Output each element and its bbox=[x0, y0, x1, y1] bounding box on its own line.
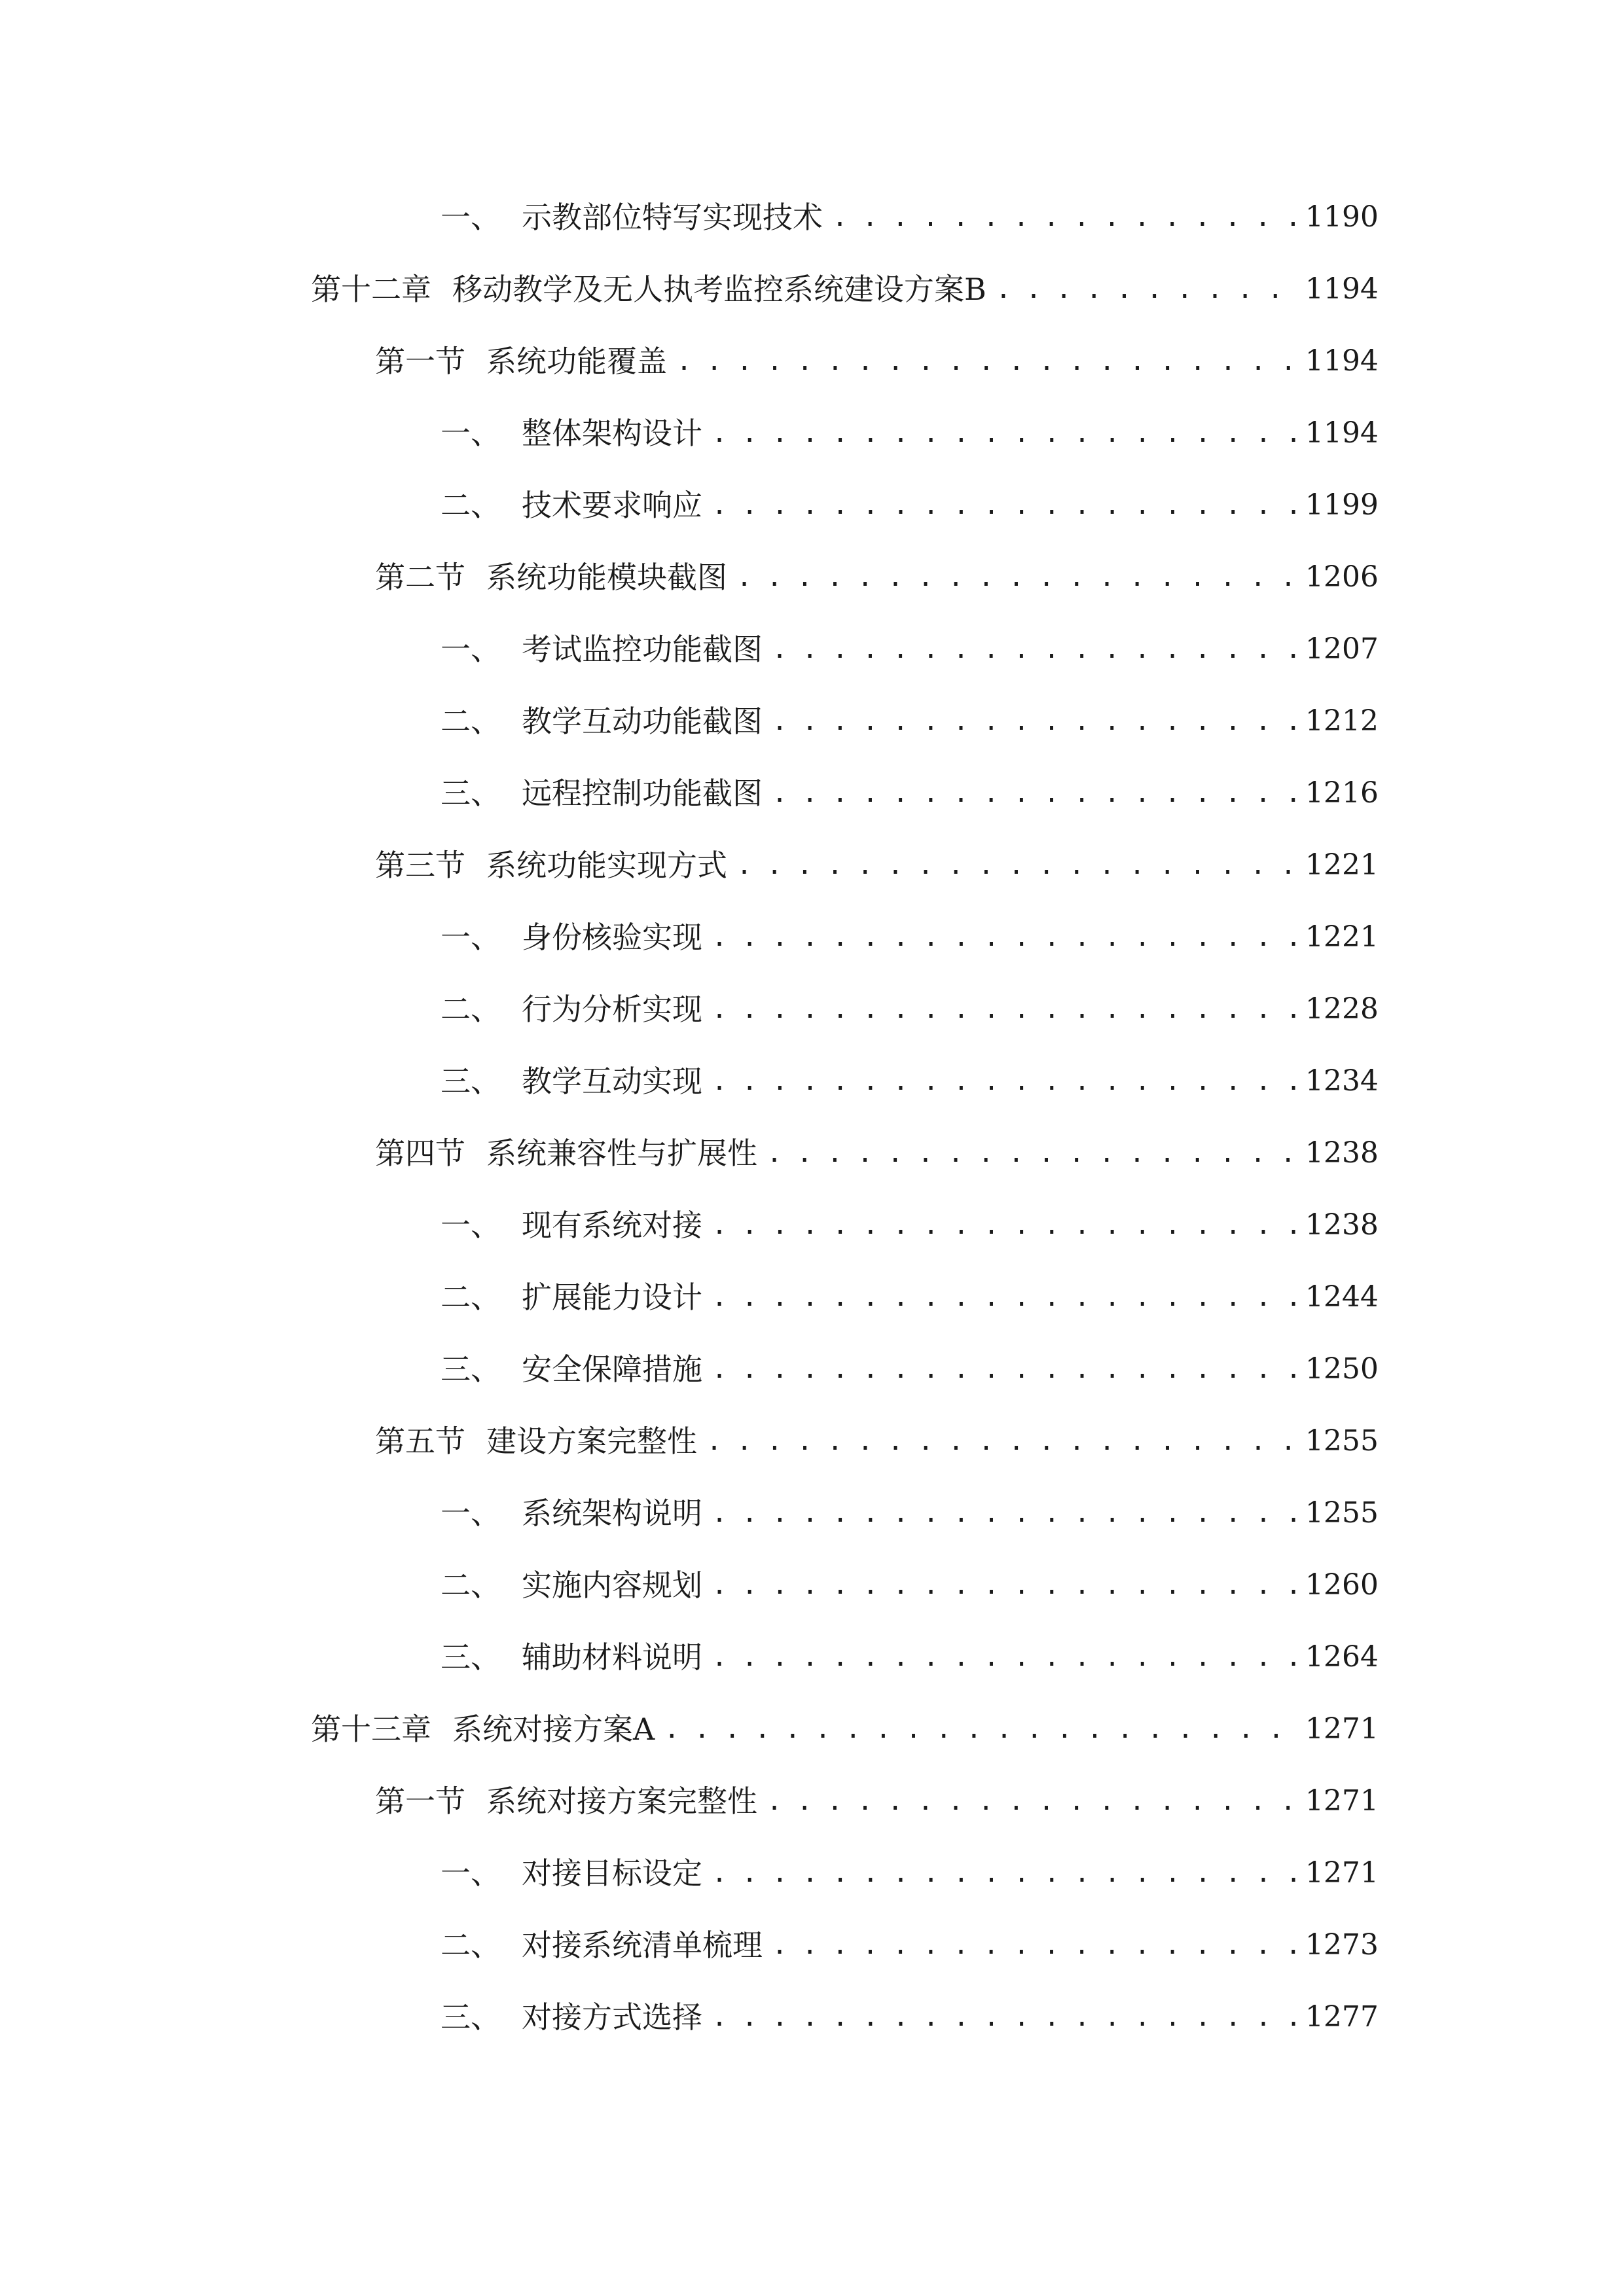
toc-dot-leader bbox=[772, 623, 1296, 675]
toc-entry-title: 移动教学及无人执考监控系统建设方案B bbox=[452, 272, 986, 307]
toc-dot-leader bbox=[664, 1703, 1296, 1755]
toc-entry-title: 身份核验实现 bbox=[522, 920, 702, 955]
toc-entry-page-number: 1190 bbox=[1305, 200, 1379, 234]
toc-entry-title: 整体架构设计 bbox=[522, 416, 702, 451]
toc-entry[interactable] bbox=[441, 623, 1379, 675]
toc-dot-leader bbox=[676, 335, 1296, 387]
toc-entry[interactable] bbox=[441, 479, 1379, 531]
toc-entry-page-number: 1228 bbox=[1305, 992, 1379, 1026]
toc-entry-page-number: 1264 bbox=[1305, 1640, 1379, 1674]
toc-dot-leader bbox=[712, 1487, 1296, 1539]
toc-entry-title: 安全保障措施 bbox=[522, 1352, 702, 1387]
toc-entry-marker: 三、 bbox=[441, 1064, 501, 1099]
toc-entry-marker: 二、 bbox=[441, 992, 501, 1027]
toc-entry[interactable] bbox=[311, 263, 1379, 315]
toc-entry[interactable] bbox=[441, 1631, 1379, 1683]
toc-entry-page-number: 1221 bbox=[1305, 848, 1379, 882]
toc-entry-marker: 三、 bbox=[441, 776, 501, 811]
toc-entry[interactable] bbox=[311, 1703, 1379, 1755]
toc-entry-marker: 一、 bbox=[441, 1208, 501, 1243]
toc-entry-marker: 二、 bbox=[441, 1280, 501, 1315]
toc-entry-title: 系统对接方案完整性 bbox=[486, 1784, 757, 1819]
toc-entry-title: 考试监控功能截图 bbox=[522, 632, 763, 667]
toc-entry[interactable] bbox=[375, 1127, 1379, 1179]
toc-entry-page-number: 1212 bbox=[1305, 704, 1379, 738]
toc-dot-leader bbox=[712, 1559, 1296, 1611]
toc-entry-marker: 二、 bbox=[441, 488, 501, 523]
toc-entry-title: 系统功能覆盖 bbox=[486, 344, 667, 379]
toc-entry[interactable] bbox=[441, 1991, 1379, 2043]
toc-entry-page-number: 1207 bbox=[1305, 632, 1379, 666]
toc-entry-marker: 第十二章 bbox=[311, 272, 431, 307]
toc-dot-leader bbox=[712, 1847, 1296, 1899]
toc-entry-marker: 第三节 bbox=[375, 848, 465, 883]
toc-entry-page-number: 1273 bbox=[1305, 1928, 1379, 1962]
toc-dot-leader bbox=[712, 1343, 1296, 1395]
toc-entry-marker: 一、 bbox=[441, 416, 501, 451]
toc-entry[interactable] bbox=[441, 407, 1379, 459]
toc-dot-leader bbox=[712, 1199, 1296, 1251]
toc-entry-marker: 第一节 bbox=[375, 344, 465, 379]
toc-dot-leader bbox=[736, 839, 1296, 891]
toc-entry-marker: 第四节 bbox=[375, 1136, 465, 1171]
toc-entry-page-number: 1271 bbox=[1305, 1856, 1379, 1890]
toc-dot-leader bbox=[712, 1055, 1296, 1107]
toc-entry[interactable] bbox=[441, 1487, 1379, 1539]
toc-entry[interactable] bbox=[441, 1919, 1379, 1971]
toc-entry-marker: 二、 bbox=[441, 1928, 501, 1963]
toc-entry-marker: 三、 bbox=[441, 1640, 501, 1675]
toc-entry-page-number: 1277 bbox=[1305, 2000, 1379, 2034]
toc-entry-title: 教学互动实现 bbox=[522, 1064, 702, 1099]
toc-entry-page-number: 1244 bbox=[1305, 1280, 1379, 1314]
toc-entry[interactable] bbox=[441, 1271, 1379, 1323]
toc-entry-marker: 二、 bbox=[441, 1568, 501, 1603]
toc-entry-marker: 第五节 bbox=[375, 1424, 465, 1459]
toc-entry-page-number: 1250 bbox=[1305, 1352, 1379, 1386]
toc-entry-title: 行为分析实现 bbox=[522, 992, 702, 1027]
toc-dot-leader bbox=[706, 1415, 1296, 1467]
toc-dot-leader bbox=[736, 551, 1296, 603]
toc-entry-title: 对接方式选择 bbox=[522, 2000, 702, 2035]
toc-entry[interactable] bbox=[441, 1847, 1379, 1899]
toc-entry-title: 对接目标设定 bbox=[522, 1856, 702, 1891]
toc-entry-title: 示教部位特写实现技术 bbox=[522, 200, 823, 235]
toc-entry[interactable] bbox=[375, 335, 1379, 387]
toc-entry-page-number: 1238 bbox=[1305, 1208, 1379, 1242]
toc-dot-leader bbox=[712, 407, 1296, 459]
toc-entry-marker: 三、 bbox=[441, 1352, 501, 1387]
toc-entry-title: 技术要求响应 bbox=[522, 488, 702, 523]
toc-entry-page-number: 1199 bbox=[1305, 488, 1379, 522]
toc-entry-title: 远程控制功能截图 bbox=[522, 776, 763, 811]
toc-entry-page-number: 1216 bbox=[1305, 776, 1379, 810]
toc-entry[interactable] bbox=[441, 767, 1379, 819]
toc-entry-page-number: 1194 bbox=[1305, 272, 1379, 306]
toc-dot-leader bbox=[712, 1271, 1296, 1323]
toc-entry-title: 系统架构说明 bbox=[522, 1496, 702, 1531]
toc-entry-page-number: 1238 bbox=[1305, 1136, 1379, 1170]
toc-entry-title: 对接系统清单梳理 bbox=[522, 1928, 763, 1963]
toc-entry[interactable] bbox=[441, 1199, 1379, 1251]
toc-dot-leader bbox=[996, 263, 1296, 315]
toc-dot-leader bbox=[712, 1991, 1296, 2043]
toc-entry-page-number: 1221 bbox=[1305, 920, 1379, 954]
toc-dot-leader bbox=[712, 983, 1296, 1035]
toc-entry-marker: 第十三章 bbox=[311, 1712, 431, 1747]
toc-entry-marker: 第一节 bbox=[375, 1784, 465, 1819]
toc-entry-title: 实施内容规划 bbox=[522, 1568, 702, 1603]
toc-dot-leader bbox=[772, 767, 1296, 819]
toc-entry-page-number: 1255 bbox=[1305, 1424, 1379, 1458]
toc-dot-leader bbox=[767, 1775, 1296, 1827]
toc-dot-leader bbox=[772, 1919, 1296, 1971]
toc-entry-marker: 一、 bbox=[441, 1496, 501, 1531]
toc-entry-marker: 一、 bbox=[441, 632, 501, 667]
toc-entry-page-number: 1194 bbox=[1305, 344, 1379, 378]
toc-entry-page-number: 1271 bbox=[1305, 1712, 1379, 1746]
toc-entry[interactable] bbox=[375, 839, 1379, 891]
toc-entry-title: 辅助材料说明 bbox=[522, 1640, 702, 1675]
toc-dot-leader bbox=[832, 191, 1296, 243]
toc-entry-marker: 一、 bbox=[441, 1856, 501, 1891]
toc-dot-leader bbox=[767, 1127, 1296, 1179]
toc-entry[interactable] bbox=[375, 1415, 1379, 1467]
toc-entry-title: 系统功能实现方式 bbox=[486, 848, 727, 883]
toc-entry-title: 系统兼容性与扩展性 bbox=[486, 1136, 757, 1171]
toc-entry-title: 扩展能力设计 bbox=[522, 1280, 702, 1315]
toc-entry-marker: 第二节 bbox=[375, 560, 465, 595]
toc-entry-marker: 三、 bbox=[441, 2000, 501, 2035]
toc-entry-title: 系统对接方案A bbox=[452, 1712, 655, 1747]
toc-entry[interactable] bbox=[441, 695, 1379, 747]
toc-entry-page-number: 1260 bbox=[1305, 1568, 1379, 1602]
toc-dot-leader bbox=[712, 479, 1296, 531]
toc-entry-title: 建设方案完整性 bbox=[486, 1424, 697, 1459]
toc-entry-page-number: 1271 bbox=[1305, 1784, 1379, 1818]
toc-entry[interactable] bbox=[375, 551, 1379, 603]
toc-entry-marker: 一、 bbox=[441, 920, 501, 955]
toc-entry-title: 教学互动功能截图 bbox=[522, 704, 763, 739]
toc-dot-leader bbox=[712, 911, 1296, 963]
toc-entry-marker: 一、 bbox=[441, 200, 501, 235]
toc-entry[interactable] bbox=[441, 1343, 1379, 1395]
toc-entry[interactable] bbox=[441, 1559, 1379, 1611]
toc-dot-leader bbox=[712, 1631, 1296, 1683]
toc-entry-page-number: 1194 bbox=[1305, 416, 1379, 450]
toc-entry[interactable] bbox=[441, 191, 1379, 243]
toc-dot-leader bbox=[772, 695, 1296, 747]
toc-entry[interactable] bbox=[375, 1775, 1379, 1827]
toc-entry-page-number: 1234 bbox=[1305, 1064, 1379, 1098]
toc-entry-title: 现有系统对接 bbox=[522, 1208, 702, 1243]
toc-entry[interactable] bbox=[441, 983, 1379, 1035]
toc-entry[interactable] bbox=[441, 911, 1379, 963]
toc-entry-page-number: 1255 bbox=[1305, 1496, 1379, 1530]
toc-entry[interactable] bbox=[441, 1055, 1379, 1107]
toc-entry-page-number: 1206 bbox=[1305, 560, 1379, 594]
toc-entry-title: 系统功能模块截图 bbox=[486, 560, 727, 595]
toc-entry-marker: 二、 bbox=[441, 704, 501, 739]
